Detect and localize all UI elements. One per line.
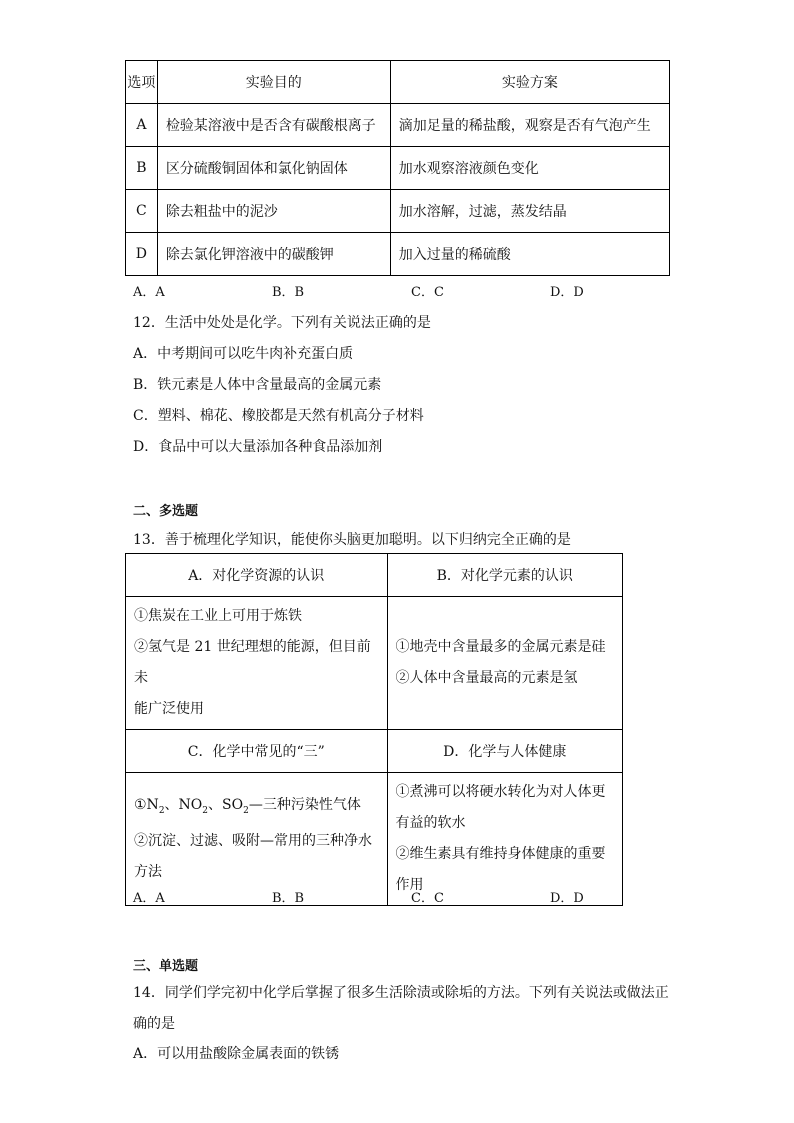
q12-option-b[interactable]: B．铁元素是人体中含量最高的金属元素 [133,377,382,393]
q13-option-c[interactable]: C．C [411,891,444,906]
table-row [126,773,623,906]
q11-option-b[interactable]: B．B [272,285,305,300]
experiment-table [125,60,670,276]
q13-option-a[interactable]: A．A [133,891,165,906]
q12-stem: 12．生活中处处是化学。下列有关说法正确的是 [133,315,431,331]
table-header-row [126,554,623,597]
formula-no: 、NO [164,796,203,813]
group-c-content [126,773,388,906]
table-row [126,233,670,276]
formula-so: 、SO [208,796,244,813]
group-d-content [387,773,622,906]
q11-option-c[interactable]: C．C [411,285,444,300]
group-c-line: ②沉淀、过滤、吸附—常用的三种净水 [134,833,372,850]
q13-option-d[interactable]: D．D [550,891,584,906]
row-option: A [126,104,158,147]
q11-option-a[interactable]: A．A [133,285,165,300]
q11-option-d[interactable]: D．D [550,285,584,300]
row-plan: 加水观察溶液颜色变化 [390,147,669,190]
row-purpose: 除去粗盐中的泥沙 [157,190,390,233]
group-c-heading: C．化学中常见的“三” [126,730,388,773]
group-c-line [134,790,379,827]
row-purpose: 除去氯化钾溶液中的碳酸钾 [157,233,390,276]
q13-stem: 13．善于梳理化学知识，能使你头脑更加聪明。以下归纳完全正确的是 [133,532,571,548]
subscript: 2 [243,805,249,816]
row-purpose: 检验某溶液中是否含有碳酸根离子 [157,104,390,147]
row-option: C [126,190,158,233]
q12-option-d[interactable]: D．食品中可以大量添加各种食品添加剂 [133,439,383,455]
q14-stem-line2: 确的是 [133,1016,175,1032]
row-purpose: 区分硫酸铜固体和氯化钠固体 [157,147,390,190]
table-row [126,597,623,730]
group-d-line: 作用 [395,877,424,893]
table-row [126,147,670,190]
group-d-line: ②维生素具有维持身体健康的重要 [395,846,606,862]
group-d-line: 有益的软水 [395,815,466,831]
knowledge-table [125,553,623,906]
header-purpose: 实验目的 [157,61,390,104]
row-plan: 滴加足量的稀盐酸，观察是否有气泡产生 [390,104,669,147]
group-c-line: 方法 [134,864,162,881]
q12-option-c[interactable]: C．塑料、棉花、橡胶都是天然有机高分子材料 [133,408,424,424]
q12-option-a[interactable]: A．中考期间可以吃牛肉补充蛋白质 [133,346,354,362]
group-b-content [387,597,622,730]
row-option: D [126,233,158,276]
group-a-line: 能广泛使用 [134,701,204,717]
q13-option-b[interactable]: B．B [272,891,305,906]
header-option: 选项 [126,61,158,104]
row-plan: 加水溶解，过滤，蒸发结晶 [390,190,669,233]
group-d-heading: D．化学与人体健康 [387,730,622,773]
group-b-line: ②人体中含量最高的元素是氢 [395,670,578,686]
q13-options [133,887,689,906]
group-a-content [126,597,388,730]
q11-options [133,281,689,300]
table-header-row [126,61,670,104]
subscript: 2 [158,805,165,816]
subscript: 2 [202,805,209,816]
formula-n: ①N [134,796,159,813]
row-plan: 加入过量的稀硫酸 [390,233,669,276]
table-row [126,104,670,147]
group-a-heading: A．对化学资源的认识 [126,554,388,597]
row-option: B [126,147,158,190]
header-plan: 实验方案 [390,61,669,104]
q14-option-a[interactable]: A．可以用盐酸除金属表面的铁锈 [133,1046,340,1062]
table-row [126,190,670,233]
section-heading-multi: 二、多选题 [133,504,199,519]
group-b-heading: B．对化学元素的认识 [387,554,622,597]
section-heading-single: 三、单选题 [133,959,199,974]
group-c-text: —三种污染性气体 [248,796,361,813]
group-a-line: ①焦炭在工业上可用于炼铁 [134,608,302,624]
group-a-line: ②氢气是 21 世纪理想的能源，但目前未 [134,639,371,686]
table-header-row [126,730,623,773]
q14-stem-line1: 14．同学们学完初中化学后掌握了很多生活除渍或除垢的方法。下列有关说法或做法正 [133,985,669,1001]
group-d-line: ①煮沸可以将硬水转化为对人体更 [395,784,606,800]
group-b-line: ①地壳中含量最多的金属元素是硅 [395,639,606,655]
